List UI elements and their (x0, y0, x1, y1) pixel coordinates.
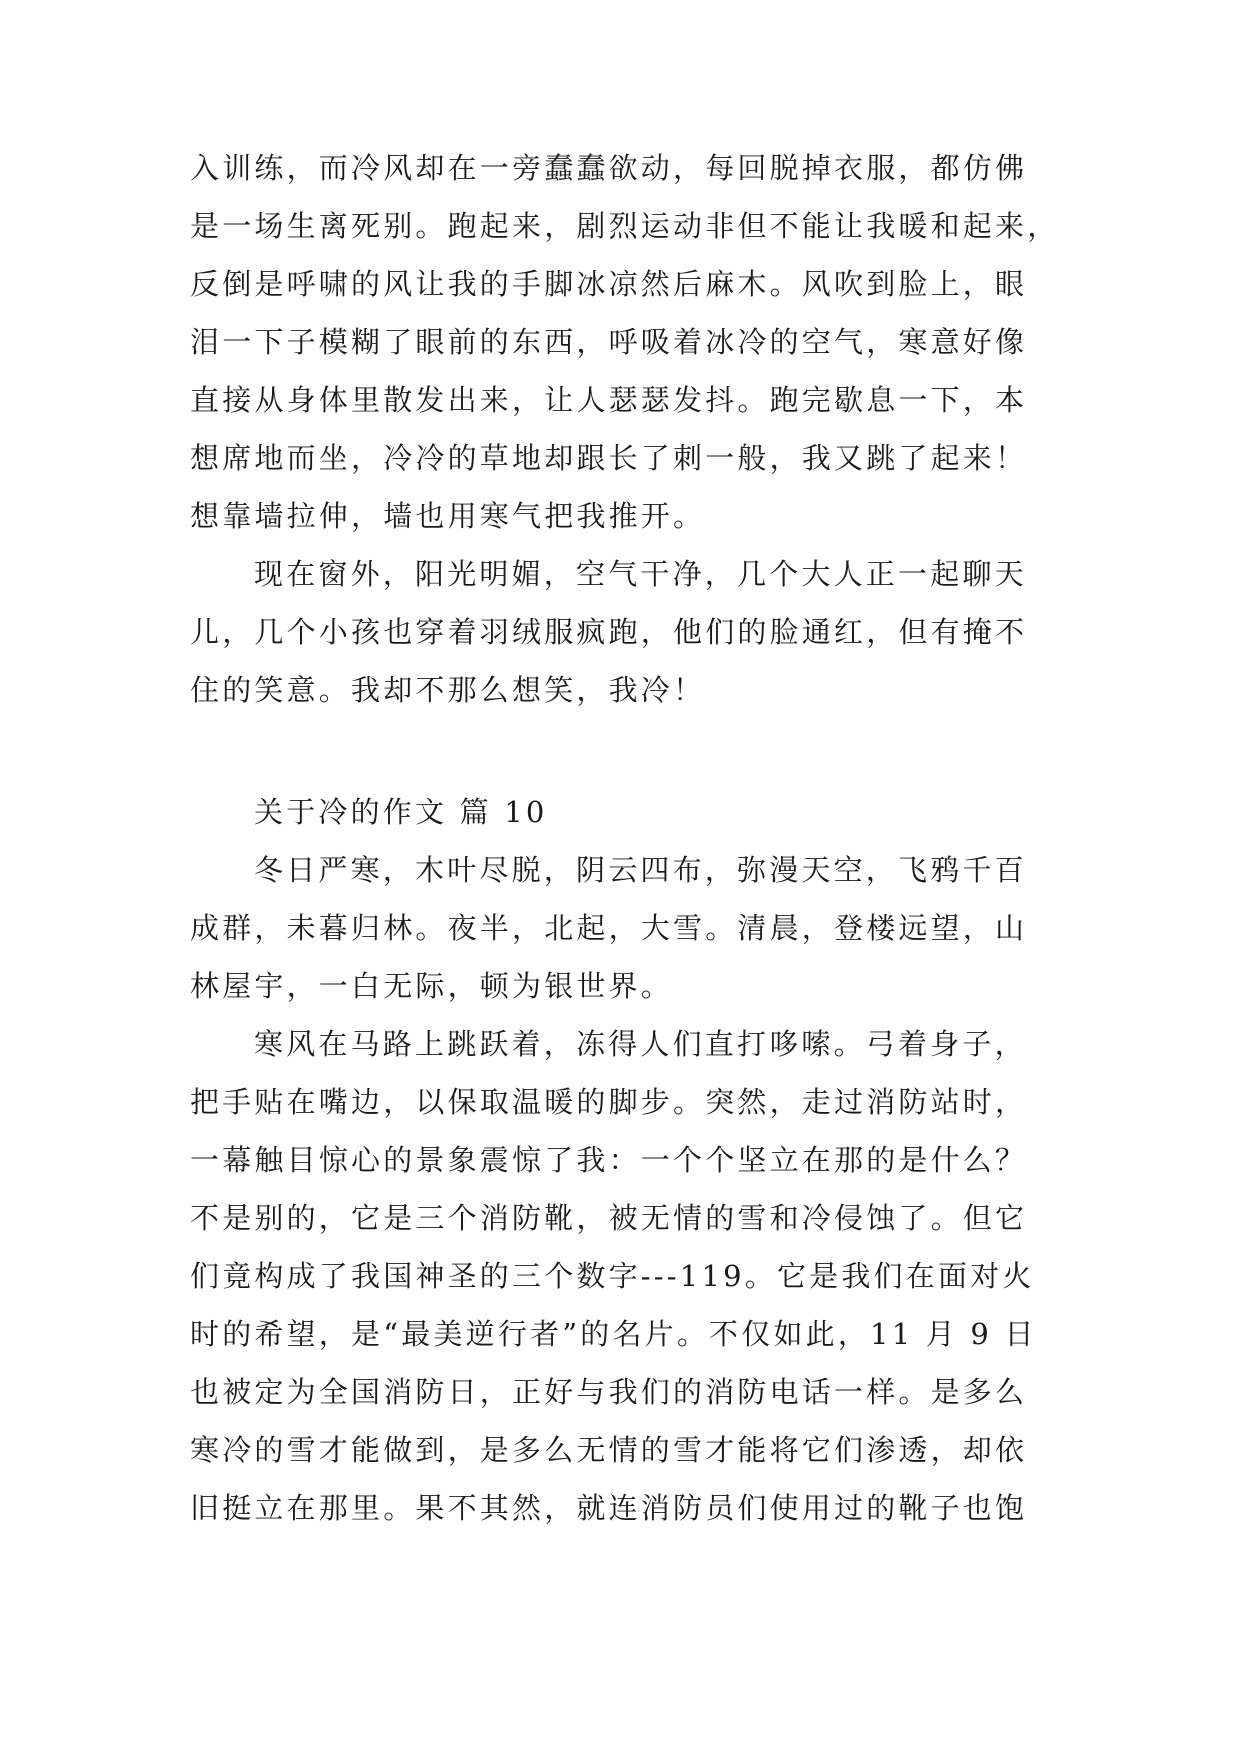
text-line: 入训练，而冷风却在一旁蠢蠢欲动，每回脱掉衣服，都仿佛 (190, 151, 1028, 185)
text-line: 反倒是呼啸的风让我的手脚冰凉然后麻木。风吹到脸上，眼 (190, 267, 1028, 301)
section-title: 关于冷的作文 篇 10 (254, 795, 548, 829)
text-line: 儿，几个小孩也穿着羽绒服疯跑，他们的脸通红，但有掩不 (190, 615, 1028, 649)
text-line: 把手贴在嘴边，以保取温暖的脚步。突然，走过消防站时， (190, 1085, 1028, 1119)
text-line: 泪一下子模糊了眼前的东西，呼吸着冰冷的空气，寒意好像 (190, 325, 1028, 359)
text-line: 想靠墙拉伸，墙也用寒气把我推开。 (190, 499, 706, 533)
text-line: 不是别的，它是三个消防靴，被无情的雪和冷侵蚀了。但它 (190, 1201, 1028, 1235)
text-line: 时的希望，是“最美逆行者”的名片。不仅如此，11 月 9 日 (190, 1317, 1037, 1351)
paragraph (190, 545, 1070, 719)
text-line: 住的笑意。我却不那么想笑，我冷！ (190, 673, 706, 707)
paragraph (190, 139, 1070, 545)
text-line: 也被定为全国消防日，正好与我们的消防电话一样。是多么 (190, 1375, 1028, 1409)
text-line: 现在窗外，阳光明媚，空气干净，几个大人正一起聊天 (254, 557, 1027, 591)
text-line: 寒冷的雪才能做到，是多么无情的雪才能将它们渗透，却依 (190, 1433, 1028, 1467)
text-line: 想席地而坐，冷冷的草地却跟长了刺一般，我又跳了起来！ (190, 441, 1028, 475)
paragraph (190, 841, 1070, 1015)
text-line: 直接从身体里散发出来，让人瑟瑟发抖。跑完歇息一下，本 (190, 383, 1028, 417)
text-line: 是一场生离死别。跑起来，剧烈运动非但不能让我暖和起来， (190, 209, 1060, 243)
section-spacer (190, 719, 1070, 783)
text-line: 寒风在马路上跳跃着，冻得人们直打哆嗦。弓着身子， (254, 1027, 1027, 1061)
text-line: 旧挺立在那里。果不其然，就连消防员们使用过的靴子也饱 (190, 1491, 1028, 1525)
text-line: 林屋宇，一白无际，顿为银世界。 (190, 969, 674, 1003)
text-line: 一幕触目惊心的景象震惊了我：一个个坚立在那的是什么？ (190, 1143, 1028, 1177)
text-line: 成群，未暮归林。夜半，北起，大雪。清晨，登楼远望，山 (190, 911, 1028, 945)
paragraph (190, 1015, 1070, 1537)
text-line: 冬日严寒，木叶尽脱，阴云四布，弥漫天空，飞鸦千百 (254, 853, 1027, 887)
text-line: 们竟构成了我国神圣的三个数字---119。它是我们在面对火 (190, 1259, 1035, 1293)
document-body (190, 139, 1070, 1537)
